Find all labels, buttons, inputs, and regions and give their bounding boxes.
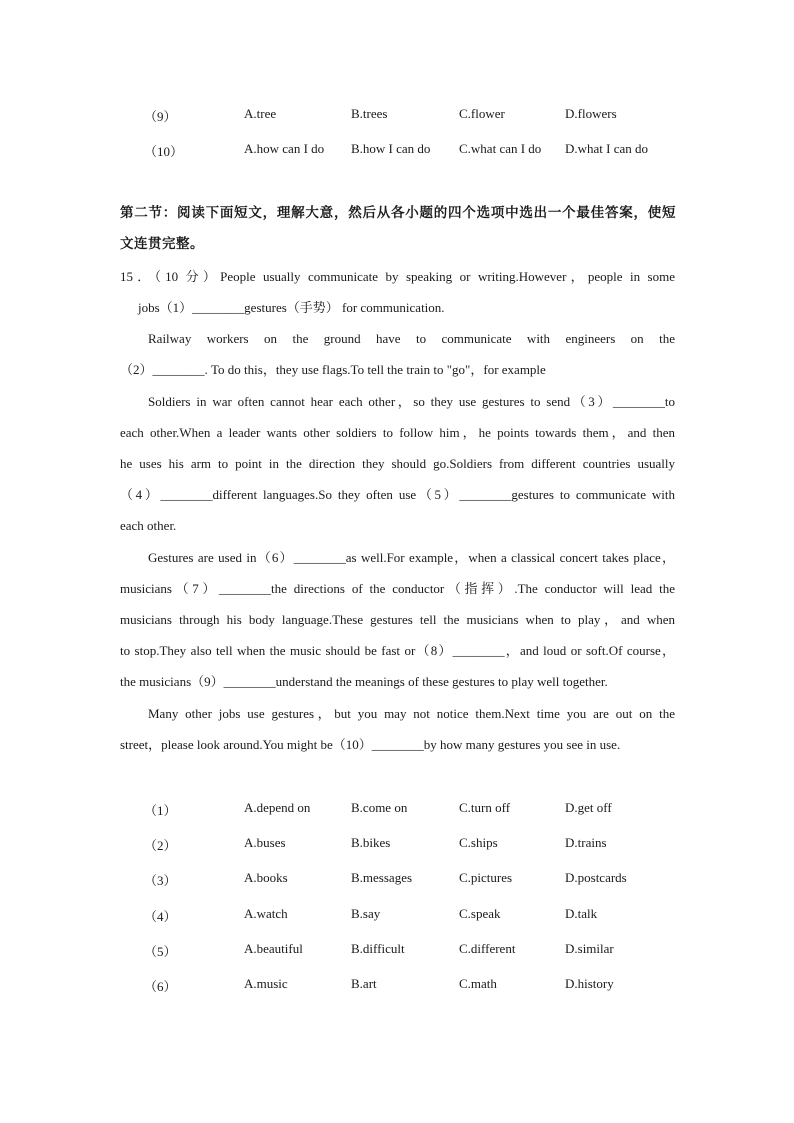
option-d[interactable]: D.flowers bbox=[565, 106, 617, 121]
option-d[interactable]: D.postcards bbox=[565, 870, 627, 885]
option-d[interactable]: D.talk bbox=[565, 906, 598, 921]
option-row-3 bbox=[0, 870, 794, 890]
option-b[interactable]: B.trees bbox=[351, 106, 388, 121]
question-number: （1） bbox=[144, 803, 177, 818]
option-c[interactable]: C.speak bbox=[459, 906, 501, 921]
option-b[interactable]: B.say bbox=[351, 906, 381, 921]
option-a[interactable]: A.depend on bbox=[244, 800, 311, 815]
question-number: （5） bbox=[144, 944, 177, 959]
option-row-1 bbox=[0, 800, 794, 820]
option-b[interactable]: B.how I can do bbox=[351, 141, 431, 156]
option-c[interactable]: C.flower bbox=[459, 106, 505, 121]
option-d[interactable]: D.similar bbox=[565, 941, 614, 956]
option-a[interactable]: A.books bbox=[244, 870, 288, 885]
passage-line: each other. bbox=[120, 518, 177, 533]
option-c[interactable]: C.different bbox=[459, 941, 516, 956]
passage-paragraph-4 bbox=[120, 698, 675, 760]
option-c[interactable]: C.what can I do bbox=[459, 141, 542, 156]
passage-line: to stop.They also tell when the music should be fast or（8）________，and loud or soft.Of course， bbox=[120, 643, 675, 658]
section-title bbox=[120, 198, 676, 260]
question-number: （2） bbox=[144, 838, 177, 853]
passage-line: each other.When a leader wants other soldiers to follow him，he points towards them，and then bbox=[120, 425, 675, 440]
option-a[interactable]: A.music bbox=[244, 976, 288, 991]
option-d[interactable]: D.trains bbox=[565, 835, 607, 850]
option-row-6 bbox=[0, 976, 794, 996]
passage-paragraph-3 bbox=[120, 542, 675, 697]
option-b[interactable]: B.bikes bbox=[351, 835, 391, 850]
question-number: （9） bbox=[144, 109, 177, 124]
option-c[interactable]: C.pictures bbox=[459, 870, 513, 885]
section-title-line: 第二节：阅读下面短文，理解大意，然后从各小题的四个选项中选出一个最佳答案，使短 bbox=[120, 205, 676, 221]
passage-line: Railway workers on the ground have to communicate with engineers on the bbox=[148, 331, 675, 346]
option-d[interactable]: D.what I can do bbox=[565, 141, 649, 156]
option-b[interactable]: B.come on bbox=[351, 800, 408, 815]
option-d[interactable]: D.history bbox=[565, 976, 614, 991]
option-row-5 bbox=[0, 941, 794, 961]
option-row-9 bbox=[0, 106, 794, 126]
passage-line: jobs（1）________gestures（手势） for communication. bbox=[138, 300, 445, 315]
passage-line: Soldiers in war often cannot hear each other，so they use gestures to send（3）________to bbox=[148, 394, 675, 409]
option-row-2 bbox=[0, 835, 794, 855]
option-d[interactable]: D.get off bbox=[565, 800, 612, 815]
section-title-line: 文连贯完整。 bbox=[120, 236, 204, 252]
option-row-4 bbox=[0, 906, 794, 926]
option-b[interactable]: B.art bbox=[351, 976, 377, 991]
passage-line: he uses his arm to point in the direction they should go.Soldiers from different countries usually bbox=[120, 456, 675, 471]
passage-paragraph-1 bbox=[120, 323, 675, 385]
passage-line: the musicians（9）________understand the meanings of these gestures to play well together. bbox=[120, 674, 608, 689]
passage-line: Many other jobs use gestures，but you may not notice them.Next time you are out on the bbox=[148, 706, 675, 721]
option-a[interactable]: A.watch bbox=[244, 906, 288, 921]
option-a[interactable]: A.how can I do bbox=[244, 141, 325, 156]
option-a[interactable]: A.beautiful bbox=[244, 941, 303, 956]
passage-line: musicians（7）________the directions of the conductor（指挥）.The conductor will lead the bbox=[120, 581, 675, 596]
passage-line: musicians through his body language.These gestures tell the musicians when to play，and when bbox=[120, 612, 675, 627]
option-b[interactable]: B.difficult bbox=[351, 941, 405, 956]
question-number: （3） bbox=[144, 873, 177, 888]
passage-line: Gestures are used in（6）________as well.For example，when a classical concert takes place， bbox=[148, 550, 675, 565]
passage-line: （2）________. To do this，they use flags.To tell the train to "go"，for example bbox=[120, 362, 546, 377]
option-c[interactable]: C.math bbox=[459, 976, 497, 991]
question-number: （10） bbox=[144, 144, 184, 159]
option-c[interactable]: C.turn off bbox=[459, 800, 511, 815]
passage-line: street，please look around.You might be（10）________by how many gestures you see in use. bbox=[120, 737, 621, 752]
question-15-header bbox=[120, 261, 675, 323]
option-a[interactable]: A.buses bbox=[244, 835, 286, 850]
option-c[interactable]: C.ships bbox=[459, 835, 498, 850]
question-number: （4） bbox=[144, 909, 177, 924]
question-number: （6） bbox=[144, 979, 177, 994]
option-b[interactable]: B.messages bbox=[351, 870, 413, 885]
option-row-10 bbox=[0, 141, 794, 161]
passage-paragraph-2 bbox=[120, 386, 675, 541]
passage-line: （4）________different languages.So they often use（5）________gestures to communicate with bbox=[120, 487, 675, 502]
option-a[interactable]: A.tree bbox=[244, 106, 277, 121]
passage-line: 15．（10 分）People usually communicate by speaking or writing.However，people in some bbox=[120, 269, 675, 284]
